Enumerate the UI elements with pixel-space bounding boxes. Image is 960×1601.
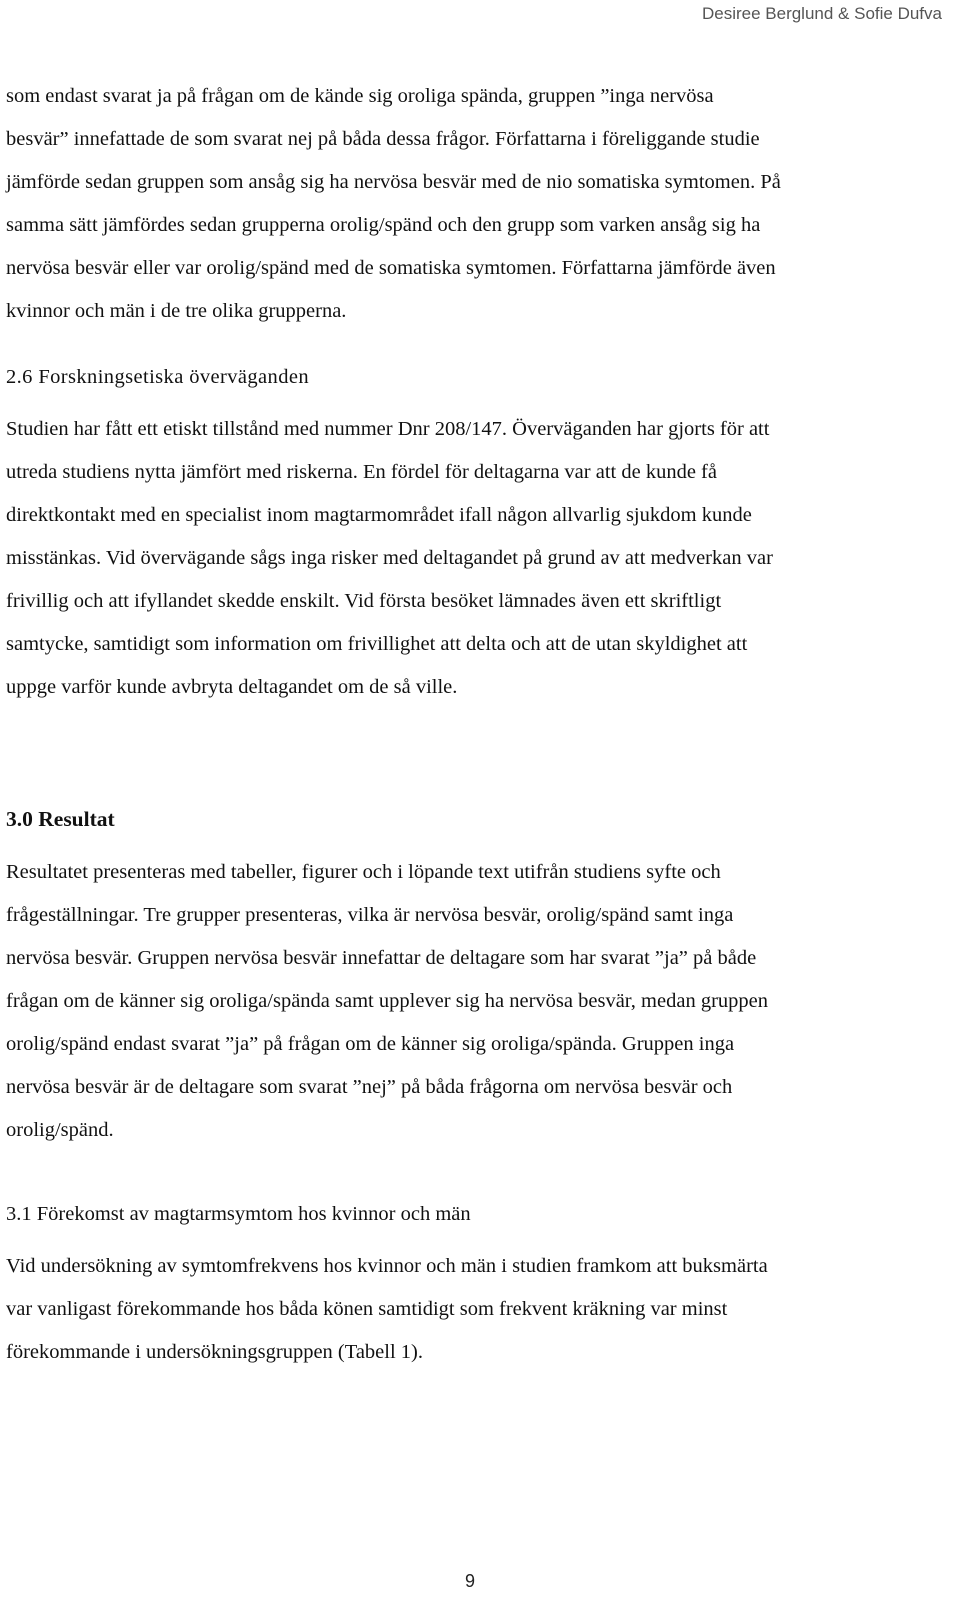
text-line: Studien har fått ett etiskt tillstånd med nummer Dnr 208/147. Överväganden har gjorts för att	[6, 418, 770, 440]
paragraph-ethics	[6, 408, 941, 709]
section-heading-3-1: 3.1 Förekomst av magtarmsymtom hos kvinnor och män	[6, 1203, 471, 1225]
text-line: Resultatet presenteras med tabeller, figurer och i löpande text utifrån studiens syfte och	[6, 861, 721, 883]
text-line: misstänkas. Vid övervägande sågs inga risker med deltagandet på grund av att medverkan var	[6, 547, 773, 569]
section-heading-3-0: 3.0 Resultat	[6, 807, 115, 831]
text-line: samma sätt jämfördes sedan grupperna orolig/spänd och den grupp som varken ansåg sig ha	[6, 214, 761, 236]
text-line: som endast svarat ja på frågan om de kände sig oroliga spända, gruppen ”inga nervösa	[6, 85, 714, 107]
section-heading-2-6: 2.6 Forskningsetiska överväganden	[6, 366, 309, 388]
text-line: besvär” innefattade de som svarat nej på båda dessa frågor. Författarna i föreliggande studie	[6, 128, 760, 150]
text-line: nervösa besvär är de deltagare som svarat ”nej” på båda frågorna om nervösa besvär och	[6, 1076, 733, 1098]
text-line: frågan om de känner sig oroliga/spända samt upplever sig ha nervösa besvär, medan gruppen	[6, 990, 768, 1012]
text-line: samtycke, samtidigt som information om frivillighet att delta och att de utan skyldighet att	[6, 633, 748, 655]
paragraph-intro	[6, 75, 941, 333]
text-line: nervösa besvär. Gruppen nervösa besvär innefattar de deltagare som har svarat ”ja” på både	[6, 947, 757, 969]
text-line: Vid undersökning av symtomfrekvens hos kvinnor och män i studien framkom att buksmärta	[6, 1255, 768, 1277]
paragraph-results	[6, 851, 941, 1152]
text-line: orolig/spänd endast svarat ”ja” på frågan om de känner sig oroliga/spända. Gruppen inga	[6, 1033, 735, 1055]
text-line: direktkontakt med en specialist inom magtarmområdet ifall någon allvarlig sjukdom kunde	[6, 504, 752, 526]
paragraph-symptoms	[6, 1245, 941, 1374]
text-line: nervösa besvär eller var orolig/spänd med de somatiska symtomen. Författarna jämförde även	[6, 257, 776, 279]
running-header-authors: Desiree Berglund & Sofie Dufva	[701, 4, 942, 23]
text-line: orolig/spänd.	[6, 1119, 114, 1141]
text-line: frågeställningar. Tre grupper presenteras, vilka är nervösa besvär, orolig/spänd samt inga	[6, 904, 734, 926]
text-line: utreda studiens nytta jämfört med riskerna. En fördel för deltagarna var att de kunde få	[6, 461, 717, 483]
text-line: frivillig och att ifyllandet skedde enskilt. Vid första besöket lämnades även ett skriftligt	[6, 590, 722, 612]
text-line: uppge varför kunde avbryta deltagandet om de så ville.	[6, 676, 458, 698]
text-line: förekommande i undersökningsgruppen (Tabell 1).	[6, 1341, 423, 1363]
text-line: kvinnor och män i de tre olika grupperna.	[6, 300, 347, 322]
text-line: jämförde sedan gruppen som ansåg sig ha nervösa besvär med de nio somatiska symtomen. På	[6, 171, 781, 193]
text-line: var vanligast förekommande hos båda könen samtidigt som frekvent kräkning var minst	[6, 1298, 728, 1320]
page-number: 9	[464, 1571, 475, 1591]
